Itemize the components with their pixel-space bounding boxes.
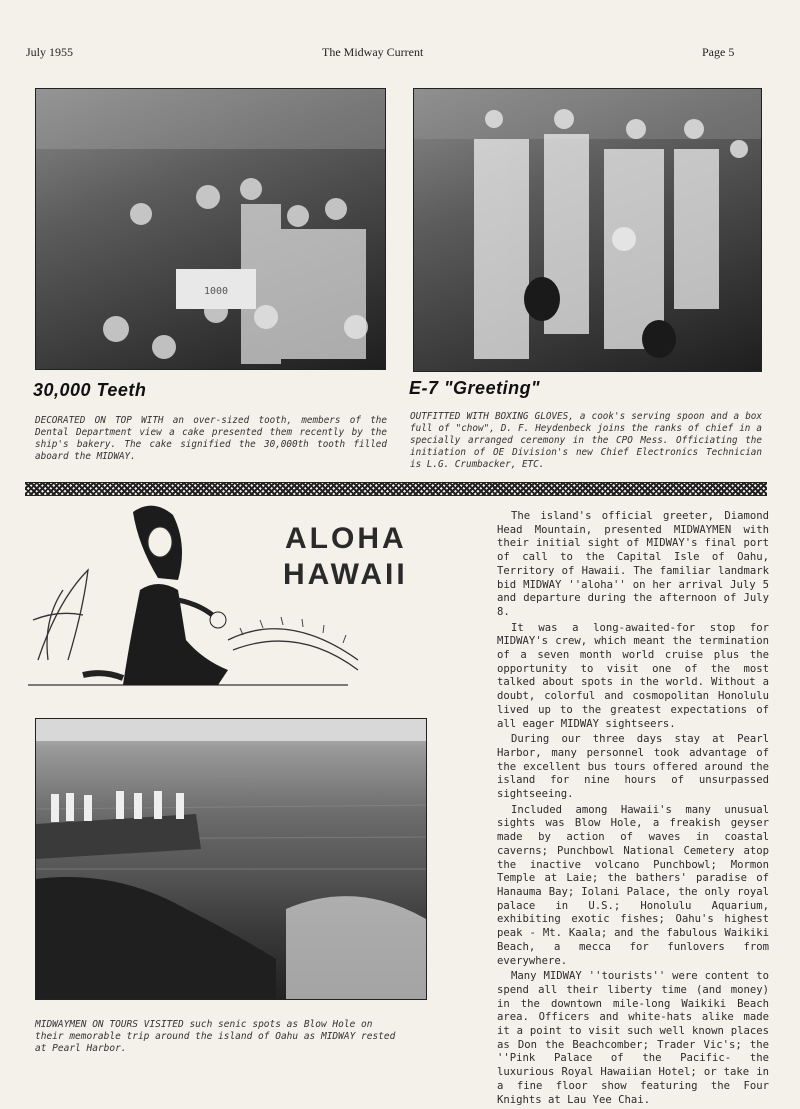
teeth-caption <box>35 415 387 463</box>
hatched-divider <box>25 482 767 496</box>
aloha-title-line1: ALOHA <box>285 522 407 555</box>
page-number: Page 5 <box>702 45 735 59</box>
blow-hole-caption-text: such senic spots as Blow Hole on their memorable trip around the island of Oahu as MIDWAY rested at Pearl Harbor. <box>35 1019 396 1054</box>
teeth-headline: 30,000 Teeth <box>33 380 147 400</box>
teeth-caption-text: an over-sized tooth, members of the Dental Department view a cake presented them recently by the ship's bakery. The cake signified the 30,000th tooth filled aboard the MIDWAY. <box>35 415 387 462</box>
article-paragraph-2: It was a long-awaited-for stop for MIDWAY's crew, which meant the termination of a seven month world cruise plus the opportunity to visit one of the most talked about spots in the world. Without a doubt, colorful and cosmopolitan Honolulu lived up to the greatest expectations of all eager MIDWAY sightseers. <box>497 621 769 730</box>
article-paragraph-4: Included among Hawaii's many unusual sights was Blow Hole, a freakish geyser made by action of waves in coastal caverns; Punchbowl National Cemetery atop the inactive volcano Punchbowl; Mormon Temple at Laie; the bathers' paradise of Hanauma Bay; Iolani Palace, the only royal palace in U.S.; Honolulu Aquarium, exhibiting exotic fishes; Oahu's highest peak - Mt. Kaala; and the fabulous Waikiki Beach, a mecca for funlovers from everywhere. <box>497 803 769 967</box>
blow-hole-caption <box>35 1019 400 1055</box>
blow-hole-photo <box>35 718 427 1000</box>
greeting-caption-lead: OUTFITTED WITH BOXING GLOVES, <box>410 411 574 422</box>
article-paragraph-3: During our three days stay at Pearl Harbor, many personnel took advantage of the excellent bus tours offered around the island for nine hours of unsurpassed sightseeing. <box>497 733 769 801</box>
aloha-hawaii-article <box>497 510 769 1109</box>
newsletter-title: The Midway Current <box>322 45 424 59</box>
header-date: July 1955 <box>26 45 74 59</box>
article-paragraph-5: Many MIDWAY ''tourists'' were content to spend all their liberty time (and money) in the downtown mile-long Waikiki Beach area. Officers and white-hats alike made it a point to visit such well known places as Don the Beachcomber; Trader Vic's; the ''Pink Palace of the Pacific- the luxurious Royal Hawaiian Hotel; or take in a fine floor show featuring the Four Knights at Lau Yee Chai. <box>497 970 769 1106</box>
cpo-mess-photo <box>413 88 762 372</box>
blow-hole-caption-lead: MIDWAYMEN ON TOURS VISITED <box>35 1019 184 1030</box>
dental-department-photo <box>35 88 386 370</box>
greeting-headline: E-7 "Greeting" <box>409 378 541 398</box>
teeth-caption-lead: DECORATED ON TOP WITH <box>35 415 164 426</box>
article-paragraph-1: The island's official greeter, Diamond Head Mountain, presented MIDWAYMEN with their initial sight of MIDWAY's final port of call to the Capital Isle of Oahu, Territory of Hawaii. The familiar landmark bid MIDWAY ''aloha'' on her arrival July 5 and departure during the afternoon of July 8. <box>497 510 769 618</box>
greeting-caption-text: a cook's serving spoon and a box full of "chow", D. F. Heydenbeck joins the ranks of chief in a specially arranged ceremony in the CPO Mess. Officiating the initiation of OE Division's new Chief Electronics Technician is L.G. Crumbacker, ETC. <box>410 411 762 470</box>
greeting-caption <box>410 411 762 471</box>
cake-label: 1000 <box>203 286 229 297</box>
aloha-title-line2: HAWAII <box>283 558 408 591</box>
